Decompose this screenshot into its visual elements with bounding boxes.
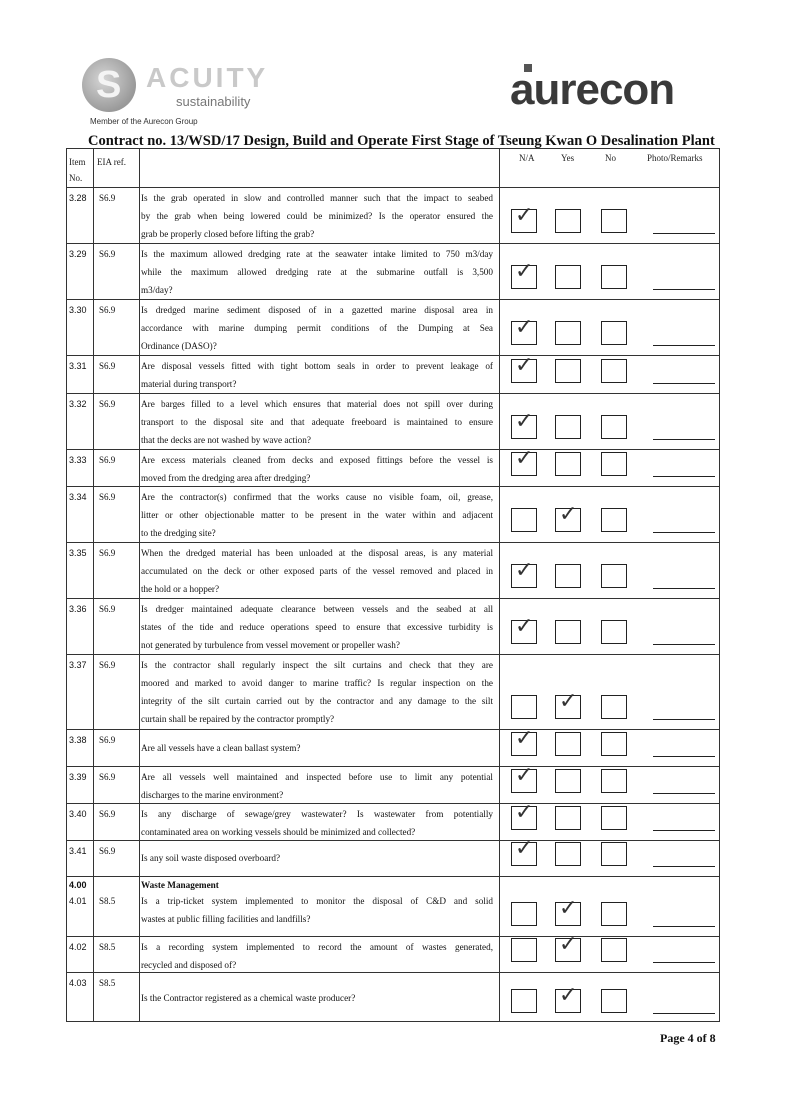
- question-text-line: contaminated area on working vessels should be minimized and collected?: [141, 827, 416, 837]
- checkbox-yes[interactable]: [555, 265, 581, 289]
- eia-reference: S6.9: [99, 305, 116, 315]
- item-number: 3.28: [69, 193, 87, 203]
- checkbox-no[interactable]: [601, 806, 627, 830]
- checkbox-no[interactable]: [601, 938, 627, 962]
- item-number: 3.31: [69, 361, 87, 371]
- remarks-field[interactable]: [653, 439, 715, 440]
- check-mark-icon: ✓: [515, 763, 534, 788]
- acuity-logo-subtitle: sustainability: [176, 94, 251, 109]
- checkbox-na[interactable]: [511, 989, 537, 1013]
- row-divider: [67, 393, 719, 394]
- checkbox-na[interactable]: [511, 203, 537, 233]
- checkbox-na[interactable]: [511, 726, 537, 756]
- checklist-table: [66, 148, 720, 1022]
- row-divider: [67, 486, 719, 487]
- checkbox-no[interactable]: [601, 564, 627, 588]
- check-mark-icon: ✓: [515, 614, 534, 639]
- check-mark-icon: ✓: [515, 259, 534, 284]
- checkbox-yes[interactable]: [555, 689, 581, 719]
- check-mark-icon: ✓: [559, 983, 578, 1008]
- question-text-line: Are disposal vessels fitted with tight bottom seals in order to prevent leakage of: [141, 361, 493, 371]
- eia-reference: S6.9: [99, 604, 116, 614]
- column-divider: [139, 149, 140, 1021]
- check-mark-icon: ✓: [515, 409, 534, 434]
- question-text-line: while the maximum allowed dredging rate at the submarine outfall is 3,500: [141, 267, 493, 277]
- question-text-line: litter or other objectionable matter to be present in the water within and adjacent: [141, 510, 493, 520]
- acuity-logo: [80, 56, 280, 128]
- question-text-line: m3/day?: [141, 285, 173, 295]
- row-divider: [67, 449, 719, 450]
- acuity-member-note: Member of the Aurecon Group: [90, 117, 198, 126]
- question-text-line: Is the Contractor registered as a chemical waste producer?: [141, 992, 356, 1003]
- question-text-line: not generated by turbulence from vessel movement or propeller wash?: [141, 640, 400, 650]
- item-number: 3.35: [69, 548, 87, 558]
- eia-reference: S8.5: [99, 978, 116, 988]
- checkbox-no[interactable]: [601, 620, 627, 644]
- checkbox-yes[interactable]: [555, 502, 581, 532]
- checkbox-no[interactable]: [601, 415, 627, 439]
- acuity-logo-mark-icon: S: [82, 58, 136, 112]
- checkbox-no[interactable]: [601, 321, 627, 345]
- row-divider: [67, 299, 719, 300]
- checkbox-na[interactable]: [511, 558, 537, 588]
- checkbox-no[interactable]: [601, 989, 627, 1013]
- checkbox-yes[interactable]: [555, 564, 581, 588]
- question-text-line: Is any soil waste disposed overboard?: [141, 853, 281, 863]
- checkbox-na[interactable]: [511, 409, 537, 439]
- checkbox-yes[interactable]: [555, 983, 581, 1013]
- eia-reference: S6.9: [99, 492, 116, 502]
- question-text-line: states of the tide and reduce operations speed to ensure that excessive turbidity is: [141, 622, 493, 632]
- question-text-line: Is any discharge of sewage/grey wastewater? Is wastewater from potentially: [141, 809, 493, 819]
- eia-reference: S6.9: [99, 249, 116, 259]
- row-divider: [67, 840, 719, 841]
- column-divider: [499, 149, 500, 1021]
- check-mark-icon: ✓: [515, 446, 534, 471]
- checkbox-na[interactable]: [511, 508, 537, 532]
- checkbox-no[interactable]: [601, 452, 627, 476]
- checkbox-yes[interactable]: [555, 896, 581, 926]
- checkbox-na[interactable]: [511, 315, 537, 345]
- remarks-field[interactable]: [653, 1013, 715, 1014]
- remarks-field[interactable]: [653, 719, 715, 720]
- eia-reference: S6.9: [99, 361, 116, 371]
- checkbox-na[interactable]: [511, 938, 537, 962]
- checkbox-no[interactable]: [601, 695, 627, 719]
- item-number: 3.30: [69, 305, 87, 315]
- question-text-line: wastes at public filling facilities and landfills?: [141, 914, 311, 924]
- question-text-line: Are all vessels have a clean ballast system?: [141, 742, 301, 753]
- checkbox-na[interactable]: [511, 763, 537, 793]
- checkbox-no[interactable]: [601, 769, 627, 793]
- question-text-line: accordance with marine dumping permit conditions of the Dumping at Sea: [141, 323, 493, 333]
- question-text-line: Is a trip-ticket system implemented to monitor the disposal of C&D and solid: [141, 896, 493, 906]
- question-text-line: moved from the dredging area after dredging?: [141, 473, 311, 483]
- remarks-field[interactable]: [653, 830, 715, 831]
- contract-title: Contract no. 13/WSD/17 Design, Build and Operate First Stage of Tseung Kwan O Desalination Plant: [88, 133, 715, 149]
- question-text-line: Are excess materials cleaned from decks and exposed fittings before the vessel is: [141, 455, 493, 465]
- checkbox-na[interactable]: [511, 836, 537, 866]
- checkbox-na[interactable]: [511, 446, 537, 476]
- checkbox-na[interactable]: [511, 902, 537, 926]
- item-number: 3.38: [69, 735, 87, 745]
- page-number: Page 4 of 8: [660, 1031, 716, 1045]
- row-divider: [67, 766, 719, 767]
- row-divider: [67, 542, 719, 543]
- row-divider: [67, 187, 719, 188]
- row-divider: [67, 729, 719, 730]
- checkbox-yes[interactable]: [555, 842, 581, 866]
- checkbox-no[interactable]: [601, 508, 627, 532]
- remarks-field[interactable]: [653, 926, 715, 927]
- checkbox-na[interactable]: [511, 800, 537, 830]
- check-mark-icon: ✓: [559, 689, 578, 714]
- check-mark-icon: ✓: [515, 726, 534, 751]
- check-mark-icon: ✓: [559, 502, 578, 527]
- question-text-line: Ordinance (DASO)?: [141, 341, 217, 351]
- row-divider: [67, 654, 719, 655]
- eia-reference: S8.5: [99, 942, 116, 952]
- question-text-line: Are the contractor(s) confirmed that the works cause no visible foam, oil, grease,: [141, 492, 493, 502]
- row-divider: [67, 936, 719, 937]
- header-no: No: [605, 153, 616, 163]
- checkbox-yes[interactable]: [555, 359, 581, 383]
- question-text-line: accumulated on the deck or other exposed parts of the vessel removed and placed in: [141, 566, 493, 576]
- checkbox-no[interactable]: [601, 265, 627, 289]
- item-number: 3.32: [69, 399, 87, 409]
- checkbox-yes[interactable]: [555, 452, 581, 476]
- item-number: 4.01: [69, 896, 87, 906]
- question-text-line: discharges to the marine environment?: [141, 790, 284, 800]
- remarks-field[interactable]: [653, 588, 715, 589]
- item-number: 4.02: [69, 942, 87, 952]
- checkbox-yes[interactable]: [555, 732, 581, 756]
- remarks-field[interactable]: [653, 289, 715, 290]
- check-mark-icon: ✓: [515, 315, 534, 340]
- checkbox-no[interactable]: [601, 842, 627, 866]
- question-text-line: integrity of the silt curtain carried out by the contractor and any damage to the silt: [141, 696, 493, 706]
- item-number: 3.40: [69, 809, 87, 819]
- eia-reference: S6.9: [99, 399, 116, 409]
- question-text-line: by the grab when being lowered could be minimized? Is the operator ensured the: [141, 211, 493, 221]
- item-number: 3.33: [69, 455, 87, 465]
- row-divider: [67, 803, 719, 804]
- remarks-field[interactable]: [653, 233, 715, 234]
- checkbox-yes[interactable]: [555, 769, 581, 793]
- item-number: 3.34: [69, 492, 87, 502]
- checkbox-yes[interactable]: [555, 209, 581, 233]
- checkbox-yes[interactable]: [555, 620, 581, 644]
- question-text-line: to the dredging site?: [141, 528, 216, 538]
- header-eia-ref: EIA ref.: [97, 157, 126, 167]
- checkbox-no[interactable]: [601, 732, 627, 756]
- question-text-line: Is a recording system implemented to record the amount of wastes generated,: [141, 942, 493, 952]
- item-number: 3.39: [69, 772, 87, 782]
- header-na: N/A: [519, 153, 535, 163]
- header-yes: Yes: [561, 153, 575, 163]
- question-text-line: material during transport?: [141, 379, 237, 389]
- question-text-line: moored and marked to avoid danger to marine traffic? Is regular inspection on the: [141, 678, 493, 688]
- item-number: 3.29: [69, 249, 87, 259]
- section-title: Waste Management: [141, 880, 219, 890]
- checkbox-na[interactable]: [511, 353, 537, 383]
- row-divider: [67, 355, 719, 356]
- question-text-line: Are barges filled to a level which ensures that material does not spill over during: [141, 399, 493, 409]
- remarks-field[interactable]: [653, 962, 715, 963]
- eia-reference: S6.9: [99, 846, 116, 856]
- remarks-field[interactable]: [653, 476, 715, 477]
- question-text-line: Is the maximum allowed dredging rate at the seawater intake limited to 750 m3/day: [141, 249, 493, 259]
- check-mark-icon: ✓: [559, 896, 578, 921]
- remarks-field[interactable]: [653, 345, 715, 346]
- check-mark-icon: ✓: [515, 203, 534, 228]
- section-number: 4.00: [69, 880, 87, 890]
- question-text-line: Is dredger maintained adequate clearance between vessels and the seabed at all: [141, 604, 493, 614]
- header-item-no: No.: [69, 173, 83, 183]
- remarks-field[interactable]: [653, 756, 715, 757]
- checkbox-na[interactable]: [511, 259, 537, 289]
- remarks-field[interactable]: [653, 532, 715, 533]
- eia-reference: S6.9: [99, 548, 116, 558]
- check-mark-icon: ✓: [515, 836, 534, 861]
- remarks-field[interactable]: [653, 383, 715, 384]
- checkbox-na[interactable]: [511, 695, 537, 719]
- checkbox-yes[interactable]: [555, 806, 581, 830]
- remarks-field[interactable]: [653, 793, 715, 794]
- check-mark-icon: ✓: [515, 800, 534, 825]
- remarks-field[interactable]: [653, 866, 715, 867]
- item-number: 3.36: [69, 604, 87, 614]
- eia-reference: S8.5: [99, 896, 116, 906]
- checkbox-yes[interactable]: [555, 321, 581, 345]
- question-text-line: transport to the disposal site and that adequate freeboard is maintained to ensure: [141, 417, 493, 427]
- eia-reference: S6.9: [99, 193, 116, 203]
- item-number: 4.03: [69, 978, 87, 988]
- question-text-line: recycled and disposed of?: [141, 960, 237, 970]
- item-number: 3.41: [69, 846, 87, 856]
- acuity-logo-text: ACUITY: [146, 62, 269, 93]
- row-divider: [67, 243, 719, 244]
- row-divider: [67, 972, 719, 973]
- eia-reference: S6.9: [99, 772, 116, 782]
- header-photo-remarks: Photo/Remarks: [647, 153, 703, 163]
- check-mark-icon: ✓: [515, 558, 534, 583]
- eia-reference: S6.9: [99, 660, 116, 670]
- checkbox-no[interactable]: [601, 902, 627, 926]
- header-item: Item: [69, 157, 86, 167]
- checkbox-yes[interactable]: [555, 932, 581, 962]
- check-mark-icon: ✓: [559, 932, 578, 957]
- question-text-line: When the dredged material has been unloaded at the disposal areas, is any material: [141, 548, 493, 558]
- check-mark-icon: ✓: [515, 353, 534, 378]
- question-text-line: Are all vessels well maintained and inspected before use to limit any potential: [141, 772, 493, 782]
- question-text-line: the hold or a hopper?: [141, 584, 220, 594]
- question-text-line: Is the contractor shall regularly inspect the silt curtains and check that they are: [141, 660, 493, 670]
- item-number: 3.37: [69, 660, 87, 670]
- question-text-line: Is dredged marine sediment disposed of in a gazetted marine disposal area in: [141, 305, 493, 315]
- eia-reference: S6.9: [99, 809, 116, 819]
- question-text-line: grab be properly closed before lifting the grab?: [141, 229, 315, 239]
- checkbox-yes[interactable]: [555, 415, 581, 439]
- remarks-field[interactable]: [653, 644, 715, 645]
- question-text-line: Is the grab operated in slow and controlled manner such that the impact to seabed: [141, 193, 493, 203]
- eia-reference: S6.9: [99, 455, 116, 465]
- question-text-line: that the decks are not washed by wave action?: [141, 435, 311, 445]
- row-divider: [67, 598, 719, 599]
- eia-reference: S6.9: [99, 735, 116, 745]
- question-text-line: curtain shall be repaired by the contractor promptly?: [141, 714, 335, 724]
- checkbox-no[interactable]: [601, 209, 627, 233]
- checkbox-no[interactable]: [601, 359, 627, 383]
- checkbox-na[interactable]: [511, 614, 537, 644]
- aurecon-logo: aurecon: [510, 65, 675, 114]
